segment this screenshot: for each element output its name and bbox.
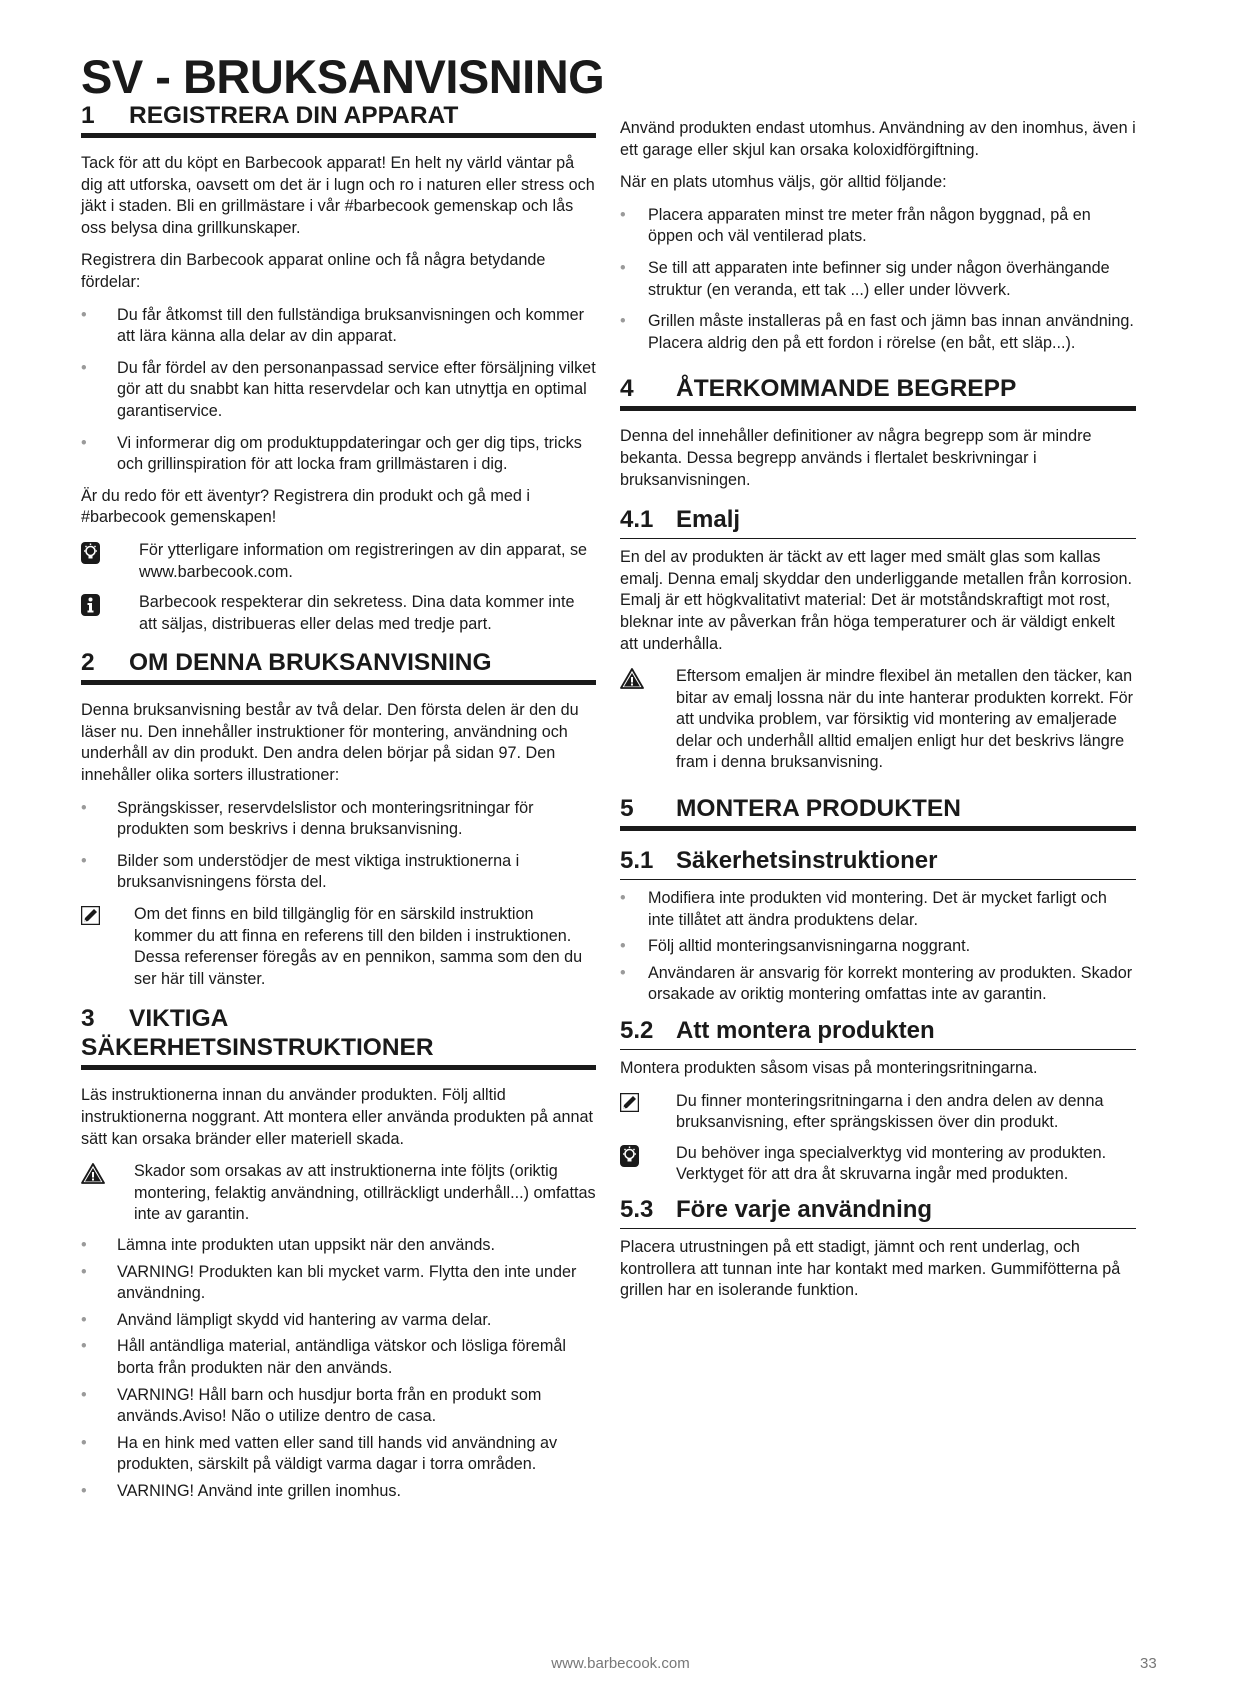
section-title: OM DENNA BRUKSANVISNING xyxy=(129,649,492,677)
warning-icon xyxy=(620,668,644,696)
section-number: 5.1 xyxy=(620,847,654,875)
left-column xyxy=(81,101,596,1509)
list-item: • Användaren är ansvarig för korrekt montering av produkten. Skador orsakade av oriktig montering omfattas inte av garantin. xyxy=(620,963,1136,1006)
paragraph: Placera utrustningen på ett stadigt, jämnt och rent underlag, och kontrollera att tunnan inte har kontakt med marken. Gummifötterna på grillen har en isolerande funktion. xyxy=(620,1238,1121,1300)
paragraph: Montera produkten såsom visas på monteringsritningarna. xyxy=(620,1059,1038,1078)
note-text: För ytterligare information om registreringen av din apparat, se www.barbecook.com. xyxy=(139,540,588,581)
paragraph: Registrera din Barbecook apparat online och få några betydande fördelar: xyxy=(81,251,546,291)
section-number: 4.1 xyxy=(620,506,654,534)
section-number: 5.3 xyxy=(620,1196,654,1223)
section-4-1-heading xyxy=(620,505,1136,539)
section-title: Emalj xyxy=(676,506,741,534)
pen-icon xyxy=(81,906,100,932)
warning-icon xyxy=(81,1163,105,1191)
note-text: Barbecook respekterar din sekretess. Dina data kommer inte att säljas, distribueras eller delas med tredje part. xyxy=(139,593,575,633)
section-title: ÅTERKOMMANDE BEGREPP xyxy=(676,375,1017,403)
pen-icon xyxy=(620,1093,639,1119)
section-number: 2 xyxy=(81,649,95,677)
list-item: • Följ alltid monteringsanvisningarna noggrant. xyxy=(620,936,1136,958)
paragraph: Denna del innehåller definitioner av några begrepp som är mindre bekanta. Dessa begrepp används i flertalet beskrivningar i bruksanvisningen. xyxy=(620,427,1092,489)
paragraph: Är du redo för ett äventyr? Registrera din produkt och gå med i #barbecook gemenskapen! xyxy=(81,486,530,527)
section-number: 3 xyxy=(81,1005,95,1033)
note-text: Skador som orsakas av att instruktionerna inte följts (oriktig montering, felaktig användning, otillräckligt underhåll...) omfattas inte av garantin. xyxy=(134,1162,596,1224)
pen-note xyxy=(620,1091,1136,1134)
list-item: • Håll antändliga material, antändliga vätskor och lösliga föremål borta från produkten när den används. xyxy=(81,1336,596,1379)
section-title: REGISTRERA DIN APPARAT xyxy=(129,102,459,129)
info-icon xyxy=(81,594,100,616)
note-text: Om det finns en bild tillgänglig för en särskild instruktion kommer du att finna en referens till den bilden i instruktionen. Dessa referenser föregås av en pennikon, samma som den du ser här till vänster. xyxy=(134,905,583,988)
list-item: • Lämna inte produkten utan uppsikt när den används. xyxy=(81,1235,596,1257)
list-item: • VARNING! Produkten kan bli mycket varm. Flytta den inte under användning. xyxy=(81,1262,596,1305)
tip-note xyxy=(620,1143,1136,1186)
section-title: Säkerhetsinstruktioner xyxy=(676,847,938,875)
paragraph: Läs instruktionerna innan du använder produkten. Följ alltid instruktionerna noggrant. Att montera eller använda produkten på annat sätt kan orsaka bränder eller materiell skada. xyxy=(81,1086,594,1148)
section-number: 5.2 xyxy=(620,1017,654,1045)
list-item: • Ha en hink med vatten eller sand till hands vid användning av produkten, särskilt på väldigt varma dagar i torra områden. xyxy=(81,1433,596,1476)
section-3-heading xyxy=(81,1004,596,1070)
bullet-list xyxy=(620,205,1136,355)
bullet-list xyxy=(81,1235,596,1503)
lightbulb-icon xyxy=(81,542,100,564)
list-item: • Placera apparaten minst tre meter från någon byggnad, på en öppen och väl ventilerad plats. xyxy=(620,205,1136,248)
section-2-heading xyxy=(81,648,596,685)
note-text: Du behöver inga specialverktyg vid montering av produkten. Verktyget för att dra åt skruvarna ingår med produkten. xyxy=(676,1143,1107,1184)
section-title-line: SÄKERHETSINSTRUKTIONER xyxy=(81,1034,434,1062)
paragraph: En del av produkten är täckt av ett lager med smält glas som kallas emalj. Denna emalj skyddar den underliggande metallen från korrosion. Emalj är ett högkvalitativt material: Det är motståndskraftigt mot rost, bleknar inte av påverkan från höga temperaturer och är väldigt enkelt att underhålla. xyxy=(620,548,1132,653)
warning-note xyxy=(81,1161,596,1226)
section-title-line: VIKTIGA xyxy=(129,1005,229,1033)
section-5-1-heading xyxy=(620,846,1136,880)
paragraph: När en plats utomhus väljs, gör alltid följande: xyxy=(620,173,947,192)
list-item: • Se till att apparaten inte befinner sig under någon överhängande struktur (en veranda, ett tak ...) eller under lövverk. xyxy=(620,258,1136,301)
list-item: • VARNING! Håll barn och husdjur borta från en produkt som används.Aviso! Não o utilize dentro de casa. xyxy=(81,1385,596,1428)
list-item: • Använd lämpligt skydd vid hantering av varma delar. xyxy=(81,1310,596,1332)
note-text: Eftersom emaljen är mindre flexibel än metallen den täcker, kan bitar av emalj lossna när du inte hanterar produkten korrekt. För att undvika problem, var försiktig vid montering av emaljerade delar och underhåll alltid emaljen enligt hur det beskrivs längre fram i denna bruksanvisning. xyxy=(676,667,1134,772)
warning-note xyxy=(620,666,1136,774)
pen-note xyxy=(81,904,596,990)
document-title: SV - BRUKSANVISNING xyxy=(81,50,605,103)
bullet-list xyxy=(81,305,596,476)
section-title: Att montera produkten xyxy=(676,1017,935,1045)
section-5-2-heading xyxy=(620,1016,1136,1050)
right-column xyxy=(620,118,1136,1313)
bullet-list xyxy=(620,888,1136,1006)
paragraph: Denna bruksanvisning består av två delar. Den första delen är den du läser nu. Den innehåller instruktioner för montering, användning och underhåll av din produkt. Den andra delen börjar på sidan 97. Den innehåller olika sorters illustrationer: xyxy=(81,701,579,785)
bullet-list xyxy=(81,798,596,894)
note-text: Du finner monteringsritningarna i den andra delen av denna bruksanvisning, efter sprängskissen över din produkt. xyxy=(676,1091,1104,1132)
page-number: 33 xyxy=(1140,1655,1157,1672)
section-number: 5 xyxy=(620,795,634,823)
footer-url: www.barbecook.com xyxy=(551,1655,690,1672)
list-item: • Du får åtkomst till den fullständiga bruksanvisningen och kommer att lära känna alla delar av din apparat. xyxy=(81,305,596,348)
list-item: • Du får fördel av den personanpassad service efter försäljning vilket gör att du snabbt kan hitta reservdelar och kan utnyttja en optimal garantiservice. xyxy=(81,358,596,423)
section-title: MONTERA PRODUKTEN xyxy=(676,795,961,823)
list-item: • Bilder som understödjer de mest viktiga instruktionerna i bruksanvisningens första del. xyxy=(81,851,596,894)
lightbulb-icon xyxy=(620,1145,639,1167)
info-note xyxy=(81,592,596,635)
list-item: • Sprängskisser, reservdelslistor och monteringsritningar för produkten som beskrivs i denna bruksanvisning. xyxy=(81,798,596,841)
section-number: 1 xyxy=(81,102,95,129)
section-5-heading xyxy=(620,794,1136,831)
section-1-heading xyxy=(81,101,596,138)
paragraph: Tack för att du köpt en Barbecook apparat! En helt ny värld väntar på dig att utforska, oavsett om det är i lugn och ro i naturen eller stress och jäkt i staden. Bli en grillmästare i vår #barbecook gemenskap och lås oss belysa dina grillkunskaper. xyxy=(81,154,595,237)
section-4-heading xyxy=(620,374,1136,411)
list-item: • Grillen måste installeras på en fast och jämn bas innan användning. Placera aldrig den på ett fordon i rörelse (en båt, ett släp...). xyxy=(620,311,1136,354)
section-title: Före varje användning xyxy=(676,1196,933,1223)
list-item: • Modifiera inte produkten vid montering. Det är mycket farligt och inte tillåtet att ändra produktens delar. xyxy=(620,888,1136,931)
section-5-3-heading xyxy=(620,1195,1136,1229)
paragraph: Använd produkten endast utomhus. Användning av den inomhus, även i ett garage eller skjul kan orsaka koloxidförgiftning. xyxy=(620,119,1136,159)
list-item: • Vi informerar dig om produktuppdateringar och ger dig tips, tricks och grillinspiration för att locka fram grillmästaren i dig. xyxy=(81,433,596,476)
tip-note xyxy=(81,540,596,583)
list-item: • VARNING! Använd inte grillen inomhus. xyxy=(81,1481,596,1503)
section-number: 4 xyxy=(620,375,634,403)
